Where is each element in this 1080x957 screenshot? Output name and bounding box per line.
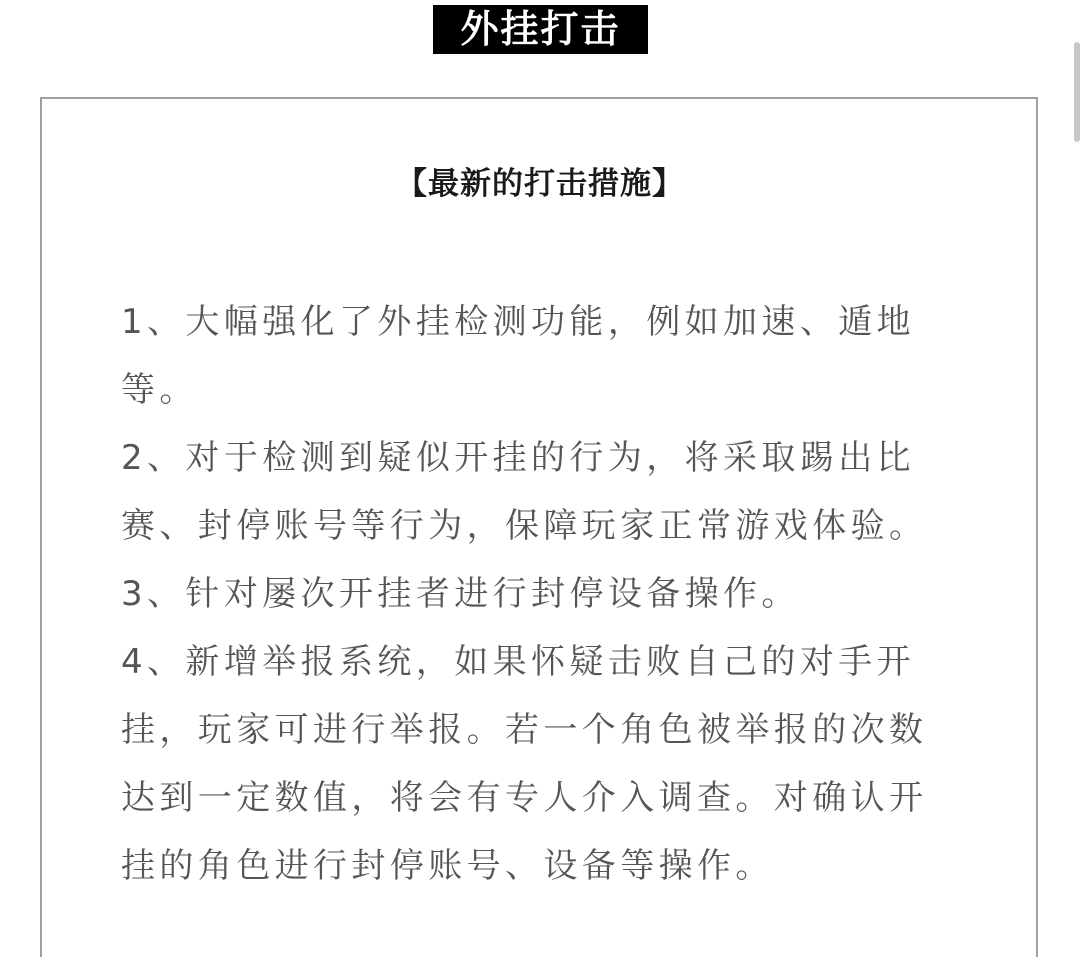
measures-list — [121, 288, 961, 900]
page-title: 外挂打击 — [433, 5, 648, 54]
list-item: 2、对于检测到疑似开挂的行为，将采取踢出比赛、封停账号等行为，保障玩家正常游戏体验。 — [121, 438, 928, 546]
scrollbar[interactable] — [1074, 42, 1080, 142]
list-item: 4、新增举报系统，如果怀疑击败自己的对手开挂，玩家可进行举报。若一个角色被举报的次数达到一定数值，将会有专人介入调查。对确认开挂的角色进行封停账号、设备等操作。 — [121, 642, 928, 886]
section-heading: 【最新的打击措施】 — [396, 166, 684, 202]
list-item: 3、针对屡次开挂者进行封停设备操作。 — [121, 574, 800, 614]
list-item: 1、大幅强化了外挂检测功能，例如加速、遁地等。 — [121, 302, 916, 410]
